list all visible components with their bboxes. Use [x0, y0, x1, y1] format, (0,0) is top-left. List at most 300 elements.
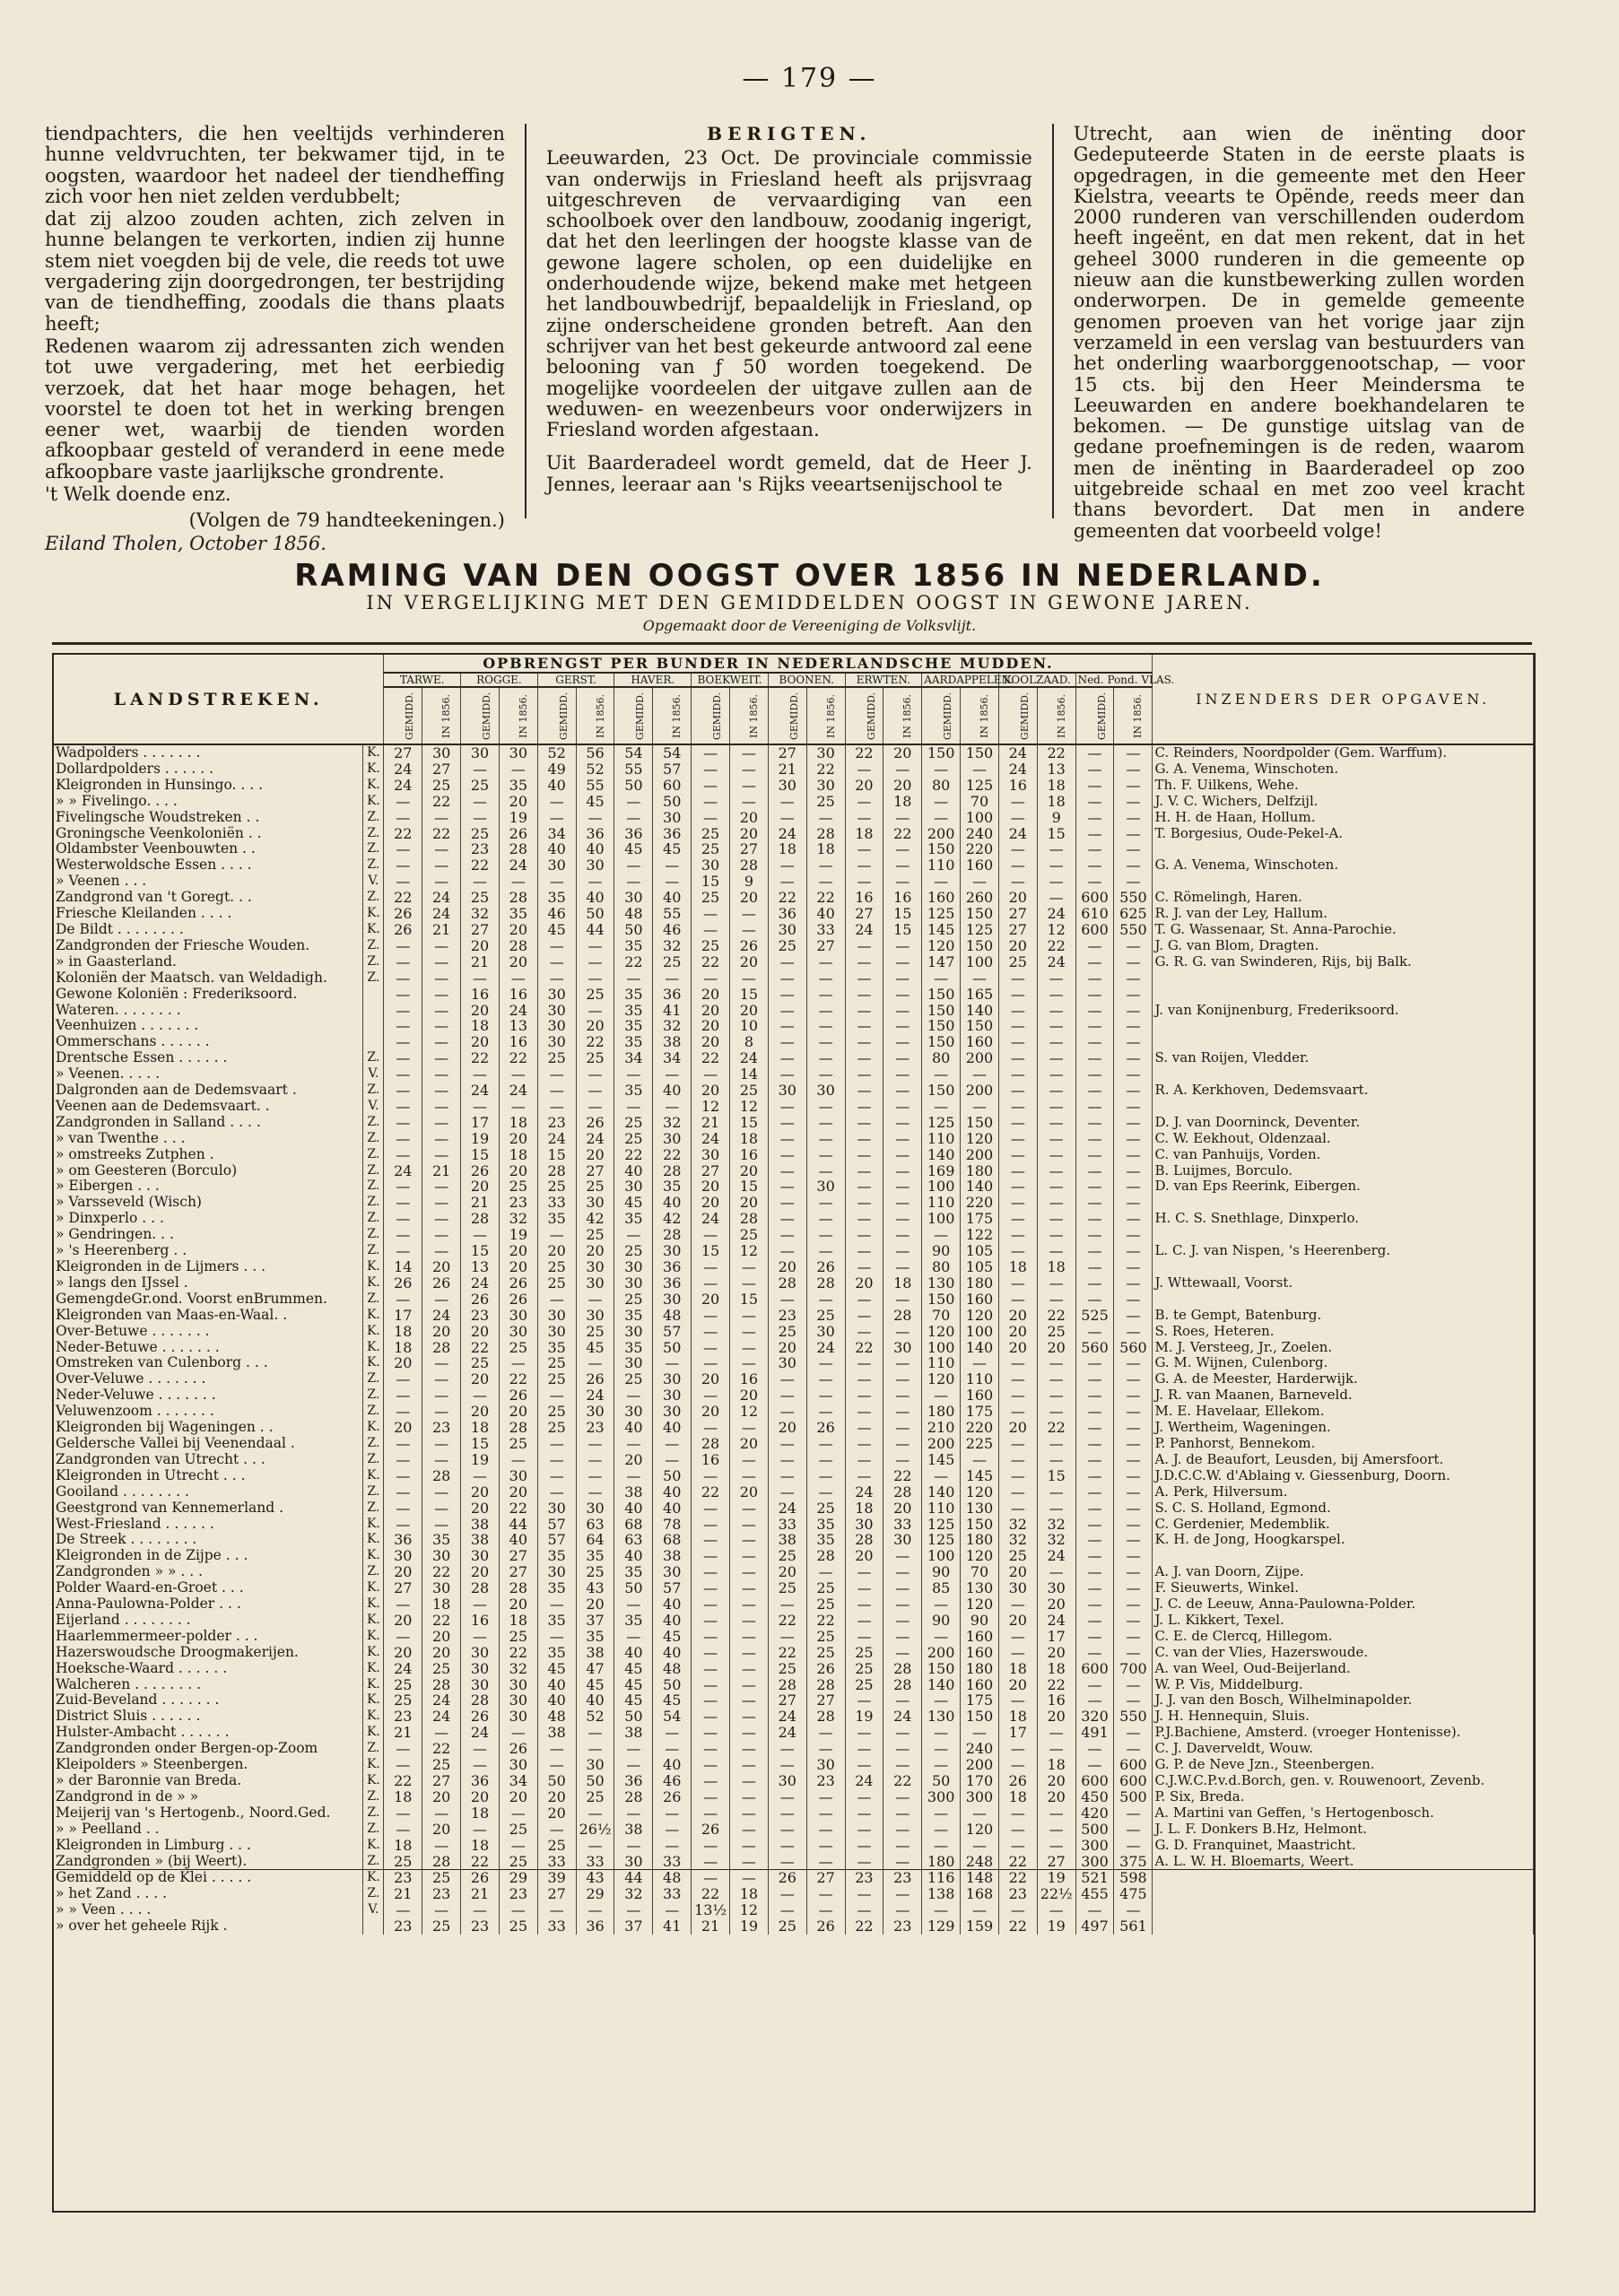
- value-cell: 13: [461, 1259, 500, 1275]
- value-cell: —: [384, 1115, 422, 1131]
- value-cell: 45: [576, 1340, 614, 1356]
- value-cell: —: [845, 1195, 883, 1211]
- value-cell: 28: [806, 826, 845, 842]
- value-cell: 27: [806, 938, 845, 954]
- value-cell: —: [422, 1018, 461, 1034]
- value-cell: —: [422, 1371, 461, 1387]
- value-cell: —: [422, 1099, 461, 1115]
- value-cell: —: [1075, 778, 1114, 794]
- value-cell: 150: [961, 906, 999, 922]
- value-cell: 22: [384, 890, 422, 906]
- value-cell: 25: [614, 1243, 653, 1259]
- value-cell: 20: [461, 1034, 500, 1050]
- value-cell: 85: [922, 1580, 961, 1596]
- region-cell: » in Gaasterland.: [54, 954, 363, 970]
- value-cell: 20: [461, 1564, 500, 1580]
- value-cell: 180: [961, 1275, 999, 1292]
- value-cell: —: [1075, 1099, 1114, 1115]
- value-cell: —: [961, 970, 999, 987]
- value-cell: 18: [384, 1789, 422, 1805]
- value-cell: 110: [922, 1195, 961, 1211]
- value-cell: —: [461, 810, 500, 826]
- region-cell: De Bildt . . . . . . . .: [54, 922, 363, 938]
- value-cell: —: [537, 794, 576, 810]
- value-cell: 140: [961, 1003, 999, 1019]
- value-cell: —: [768, 1805, 806, 1822]
- soil-code-cell: [363, 1003, 384, 1019]
- value-cell: 22: [883, 1468, 922, 1484]
- value-cell: —: [845, 1018, 883, 1034]
- sub-header: IN 1856.: [422, 687, 461, 744]
- value-cell: —: [998, 841, 1037, 857]
- value-cell: 25: [499, 1340, 537, 1356]
- value-cell: 25: [768, 1324, 806, 1340]
- table-row: [54, 1692, 1534, 1709]
- value-cell: —: [576, 1292, 614, 1308]
- value-cell: 20: [1037, 1773, 1075, 1789]
- value-cell: —: [806, 1387, 845, 1404]
- value-cell: —: [537, 954, 576, 970]
- value-cell: —: [1114, 1725, 1153, 1741]
- value-cell: —: [1037, 1099, 1075, 1115]
- value-cell: —: [1075, 1178, 1114, 1195]
- value-cell: —: [1075, 1147, 1114, 1163]
- value-cell: 22: [845, 1340, 883, 1356]
- region-cell: » langs den IJssel .: [54, 1275, 363, 1292]
- sender-cell: [1153, 1886, 1534, 1902]
- value-cell: —: [461, 761, 500, 778]
- value-cell: 42: [653, 1211, 692, 1227]
- sender-cell: J. J. van den Bosch, Wilhelminapolder.: [1153, 1692, 1534, 1709]
- value-cell: 27: [537, 1886, 576, 1902]
- divider-rule: [52, 642, 1532, 645]
- value-cell: 28: [461, 1580, 500, 1596]
- value-cell: —: [1114, 1018, 1153, 1034]
- value-cell: —: [692, 1838, 730, 1854]
- value-cell: —: [768, 1468, 806, 1484]
- table-row: [54, 1661, 1534, 1677]
- value-cell: 20: [729, 1003, 768, 1019]
- value-cell: —: [729, 1580, 768, 1596]
- value-cell: —: [961, 761, 999, 778]
- sender-cell: C. Römelingh, Haren.: [1153, 890, 1534, 906]
- value-cell: —: [845, 1468, 883, 1484]
- value-cell: 30: [653, 810, 692, 826]
- value-cell: 26: [499, 1741, 537, 1757]
- value-cell: —: [1075, 826, 1114, 842]
- value-cell: 25: [576, 987, 614, 1003]
- value-cell: —: [883, 1147, 922, 1163]
- value-cell: 37: [576, 1613, 614, 1629]
- value-cell: —: [845, 1420, 883, 1436]
- value-cell: 16: [499, 987, 537, 1003]
- value-cell: 180: [961, 1661, 999, 1677]
- region-cell: » » Fivelingo. . . .: [54, 794, 363, 810]
- value-cell: 41: [653, 1918, 692, 1935]
- value-cell: 50: [614, 922, 653, 938]
- value-cell: 24: [576, 1131, 614, 1147]
- table-row: [54, 1580, 1534, 1596]
- value-cell: 30: [422, 1548, 461, 1564]
- value-cell: —: [1114, 938, 1153, 954]
- value-cell: —: [384, 1757, 422, 1773]
- value-cell: 25: [461, 1355, 500, 1371]
- value-cell: 26: [806, 1420, 845, 1436]
- value-cell: —: [1114, 1452, 1153, 1468]
- value-cell: —: [729, 1340, 768, 1356]
- table-row: [54, 1532, 1534, 1548]
- value-cell: —: [768, 1838, 806, 1854]
- value-cell: —: [1037, 1003, 1075, 1019]
- value-cell: —: [422, 1902, 461, 1918]
- value-cell: —: [576, 810, 614, 826]
- value-cell: 105: [961, 1259, 999, 1275]
- value-cell: 150: [922, 841, 961, 857]
- soil-code-cell: K.: [363, 1308, 384, 1324]
- value-cell: —: [729, 1805, 768, 1822]
- value-cell: 24: [1037, 1613, 1075, 1629]
- value-cell: —: [384, 987, 422, 1003]
- value-cell: —: [998, 810, 1037, 826]
- value-cell: 28: [806, 1275, 845, 1292]
- value-cell: 27: [499, 1564, 537, 1580]
- value-cell: 90: [922, 1564, 961, 1580]
- value-cell: —: [537, 1227, 576, 1243]
- value-cell: 40: [576, 1692, 614, 1709]
- value-cell: 15: [461, 1243, 500, 1259]
- value-cell: 25: [614, 1131, 653, 1147]
- value-cell: 25: [576, 1178, 614, 1195]
- value-cell: —: [998, 1178, 1037, 1195]
- col1-paragraph: dat zij alzoo zouden achten, zich zelven in hunne belangen te verkorten, indien zij hunne stem niet voegden bij de vele, die reeds tot uwe vergadering zijn doorgedrongen, ter bestrijding van de tiendheffing, zoodals die thans plaats heeft;: [45, 208, 505, 335]
- region-cell: Kleigronden van Maas-en-Waal. .: [54, 1308, 363, 1324]
- value-cell: 18: [729, 1131, 768, 1147]
- value-cell: 125: [961, 778, 999, 794]
- value-cell: —: [768, 1243, 806, 1259]
- value-cell: —: [845, 954, 883, 970]
- value-cell: —: [1075, 1677, 1114, 1693]
- value-cell: 20: [499, 794, 537, 810]
- value-cell: 23: [883, 1918, 922, 1935]
- value-cell: —: [1114, 810, 1153, 826]
- soil-code-cell: K.: [363, 1420, 384, 1436]
- value-cell: 200: [922, 826, 961, 842]
- value-cell: 26: [461, 1292, 500, 1308]
- value-cell: —: [883, 1227, 922, 1243]
- value-cell: —: [422, 1838, 461, 1854]
- value-cell: —: [961, 1902, 999, 1918]
- value-cell: —: [1037, 1838, 1075, 1854]
- value-cell: —: [806, 970, 845, 987]
- value-cell: 20: [499, 1484, 537, 1500]
- sender-cell: G. A. de Meester, Harderwijk.: [1153, 1371, 1534, 1387]
- sender-cell: C. E. de Clercq, Hillegom.: [1153, 1629, 1534, 1645]
- value-cell: —: [806, 1243, 845, 1259]
- value-cell: 28: [768, 1677, 806, 1693]
- value-cell: 28: [422, 1854, 461, 1870]
- table-row: [54, 1870, 1534, 1886]
- value-cell: 21: [384, 1886, 422, 1902]
- value-cell: 220: [961, 1420, 999, 1436]
- value-cell: 32: [1037, 1532, 1075, 1548]
- sender-cell: D. van Eps Reerink, Eibergen.: [1153, 1178, 1534, 1195]
- value-cell: 24: [1037, 954, 1075, 970]
- value-cell: —: [692, 1387, 730, 1404]
- value-cell: 30: [499, 1677, 537, 1693]
- value-cell: 20: [692, 1371, 730, 1387]
- value-cell: —: [1114, 987, 1153, 1003]
- value-cell: 46: [537, 906, 576, 922]
- value-cell: 147: [922, 954, 961, 970]
- table-row: [54, 1436, 1534, 1452]
- value-cell: —: [1075, 1517, 1114, 1533]
- value-cell: —: [692, 794, 730, 810]
- value-cell: —: [806, 1066, 845, 1083]
- table-row: [54, 890, 1534, 906]
- value-cell: 30: [384, 1548, 422, 1564]
- value-cell: 52: [576, 1709, 614, 1725]
- value-cell: —: [422, 1211, 461, 1227]
- value-cell: 35: [576, 1629, 614, 1645]
- value-cell: —: [1114, 1131, 1153, 1147]
- value-cell: —: [729, 761, 768, 778]
- value-cell: 200: [922, 1436, 961, 1452]
- value-cell: —: [729, 1613, 768, 1629]
- value-cell: 32: [998, 1517, 1037, 1533]
- value-cell: 30: [422, 744, 461, 761]
- table-row: [54, 1452, 1534, 1468]
- value-cell: —: [729, 970, 768, 987]
- value-cell: —: [768, 1757, 806, 1773]
- value-cell: 120: [961, 1484, 999, 1500]
- region-cell: Walcheren . . . . . . . .: [54, 1677, 363, 1693]
- value-cell: 57: [653, 1324, 692, 1340]
- table-row: [54, 1003, 1534, 1019]
- value-cell: —: [806, 1211, 845, 1227]
- value-cell: 33: [883, 1517, 922, 1533]
- region-cell: Zandgronden » » . . .: [54, 1564, 363, 1580]
- value-cell: 25: [806, 1580, 845, 1596]
- value-cell: —: [653, 1355, 692, 1371]
- crop-header: AARDAPPELEN.: [922, 673, 999, 687]
- sender-cell: G. R. G. van Swinderen, Rijs, bij Balk.: [1153, 954, 1534, 970]
- value-cell: 25: [576, 1227, 614, 1243]
- value-cell: 30: [768, 778, 806, 794]
- value-cell: 40: [653, 1484, 692, 1500]
- value-cell: —: [883, 1387, 922, 1404]
- value-cell: 40: [653, 1500, 692, 1517]
- value-cell: 22: [768, 1645, 806, 1661]
- value-cell: 24: [768, 1709, 806, 1725]
- value-cell: —: [1075, 1564, 1114, 1580]
- sender-cell: S. C. S. Holland, Egmond.: [1153, 1500, 1534, 1517]
- table-row: [54, 1677, 1534, 1693]
- value-cell: 36: [384, 1532, 422, 1548]
- value-cell: 54: [653, 744, 692, 761]
- value-cell: —: [998, 1050, 1037, 1066]
- value-cell: 25: [614, 1371, 653, 1387]
- value-cell: 22: [1037, 938, 1075, 954]
- value-cell: 25: [806, 794, 845, 810]
- value-cell: 25: [537, 1371, 576, 1387]
- value-cell: 25: [806, 1500, 845, 1517]
- value-cell: —: [729, 922, 768, 938]
- value-cell: —: [1114, 1677, 1153, 1693]
- value-cell: 20: [998, 1420, 1037, 1436]
- sub-header: GEMIDD.: [998, 687, 1037, 744]
- value-cell: 70: [961, 794, 999, 810]
- value-cell: 24: [499, 857, 537, 874]
- value-cell: —: [1114, 954, 1153, 970]
- value-cell: 39: [537, 1870, 576, 1886]
- value-cell: —: [384, 1066, 422, 1083]
- value-cell: —: [845, 1355, 883, 1371]
- soil-code-cell: V.: [363, 1902, 384, 1918]
- value-cell: —: [883, 1131, 922, 1147]
- value-cell: 200: [961, 1050, 999, 1066]
- soil-code-cell: Z.: [363, 1371, 384, 1387]
- value-cell: 150: [922, 744, 961, 761]
- value-cell: 150: [922, 1661, 961, 1677]
- value-cell: 15: [729, 1115, 768, 1131]
- value-cell: —: [1037, 1436, 1075, 1452]
- value-cell: 300: [961, 1789, 999, 1805]
- value-cell: —: [422, 1452, 461, 1468]
- value-cell: —: [1075, 1548, 1114, 1564]
- value-cell: —: [576, 1725, 614, 1741]
- soil-code-cell: Z.: [363, 1741, 384, 1757]
- value-cell: 25: [499, 1918, 537, 1935]
- value-cell: 26: [384, 922, 422, 938]
- value-cell: —: [422, 1066, 461, 1083]
- value-cell: 18: [499, 1613, 537, 1629]
- value-cell: 25: [384, 1854, 422, 1870]
- value-cell: 20: [499, 1163, 537, 1179]
- value-cell: —: [845, 794, 883, 810]
- table-row: [54, 1163, 1534, 1179]
- value-cell: —: [883, 1292, 922, 1308]
- value-cell: —: [961, 1099, 999, 1115]
- sub-header: GEMIDD.: [537, 687, 576, 744]
- table-row: [54, 1838, 1534, 1854]
- value-cell: —: [384, 1099, 422, 1115]
- value-cell: —: [653, 1436, 692, 1452]
- value-cell: —: [1037, 874, 1075, 890]
- value-cell: —: [1114, 1517, 1153, 1533]
- value-cell: 18: [1037, 1757, 1075, 1773]
- value-cell: 20: [384, 1420, 422, 1436]
- value-cell: —: [461, 794, 500, 810]
- table-row: [54, 1324, 1534, 1340]
- soil-code-cell: Z.: [363, 1822, 384, 1838]
- value-cell: —: [1114, 794, 1153, 810]
- value-cell: —: [692, 1275, 730, 1292]
- value-cell: 116: [922, 1870, 961, 1886]
- value-cell: 150: [961, 1018, 999, 1034]
- value-cell: 23: [422, 1886, 461, 1902]
- value-cell: —: [729, 1773, 768, 1789]
- value-cell: —: [576, 1436, 614, 1452]
- value-cell: 20: [1037, 1709, 1075, 1725]
- value-cell: —: [806, 1018, 845, 1034]
- value-cell: 50: [614, 1709, 653, 1725]
- value-cell: 33: [576, 1854, 614, 1870]
- value-cell: —: [1075, 1227, 1114, 1243]
- value-cell: 20: [422, 1324, 461, 1340]
- table-row: [54, 1918, 1534, 1935]
- value-cell: —: [1075, 1324, 1114, 1340]
- value-cell: 26: [499, 1275, 537, 1292]
- value-cell: —: [883, 1066, 922, 1083]
- value-cell: 20: [537, 1805, 576, 1822]
- soil-code-cell: Z.: [363, 1115, 384, 1131]
- value-cell: —: [768, 1099, 806, 1115]
- value-cell: 35: [576, 1548, 614, 1564]
- value-cell: —: [1037, 970, 1075, 987]
- value-cell: —: [384, 1211, 422, 1227]
- value-cell: —: [692, 1709, 730, 1725]
- value-cell: 420: [1075, 1805, 1114, 1822]
- region-cell: Ommerschans . . . . . .: [54, 1034, 363, 1050]
- value-cell: —: [998, 1757, 1037, 1773]
- value-cell: —: [1114, 1308, 1153, 1324]
- value-cell: 35: [537, 1211, 576, 1227]
- value-cell: —: [768, 1050, 806, 1066]
- value-cell: —: [614, 874, 653, 890]
- region-cell: Kleigronden in Utrecht . . .: [54, 1468, 363, 1484]
- sender-cell: C. Gerdenier, Medemblik.: [1153, 1517, 1534, 1533]
- value-cell: 22: [1037, 1420, 1075, 1436]
- region-cell: Over-Veluwe . . . . . . .: [54, 1371, 363, 1387]
- value-cell: 30: [537, 1564, 576, 1580]
- value-cell: —: [692, 906, 730, 922]
- value-cell: —: [768, 1227, 806, 1243]
- region-cell: Kleigronden in Hunsingo. . . .: [54, 778, 363, 794]
- value-cell: 19: [499, 810, 537, 826]
- value-cell: 24: [998, 826, 1037, 842]
- value-cell: 23: [576, 1420, 614, 1436]
- value-cell: —: [768, 874, 806, 890]
- value-cell: 168: [961, 1886, 999, 1902]
- value-cell: —: [1075, 761, 1114, 778]
- value-cell: —: [537, 1066, 576, 1083]
- value-cell: —: [845, 938, 883, 954]
- value-cell: 36: [614, 1773, 653, 1789]
- value-cell: 50: [653, 1677, 692, 1693]
- value-cell: —: [653, 970, 692, 987]
- value-cell: 35: [537, 890, 576, 906]
- sender-cell: C. J. Daverveldt, Wouw.: [1153, 1741, 1534, 1757]
- value-cell: 60: [653, 778, 692, 794]
- value-cell: —: [845, 810, 883, 826]
- value-cell: —: [614, 1387, 653, 1404]
- value-cell: 20: [422, 1789, 461, 1805]
- sender-cell: G. A. Venema, Winschoten.: [1153, 857, 1534, 874]
- value-cell: 150: [961, 744, 999, 761]
- sub-header: IN 1856.: [576, 687, 614, 744]
- value-cell: 90: [961, 1613, 999, 1629]
- sender-cell: M. J. Versteeg, Jr., Zoelen.: [1153, 1340, 1534, 1356]
- value-cell: 30: [614, 1324, 653, 1340]
- table-row: [54, 1629, 1534, 1645]
- value-cell: —: [422, 987, 461, 1003]
- value-cell: —: [922, 1805, 961, 1822]
- value-cell: —: [806, 1163, 845, 1179]
- value-cell: 22: [422, 1613, 461, 1629]
- value-cell: 36: [653, 1259, 692, 1275]
- value-cell: 24: [499, 1003, 537, 1019]
- value-cell: 159: [961, 1918, 999, 1935]
